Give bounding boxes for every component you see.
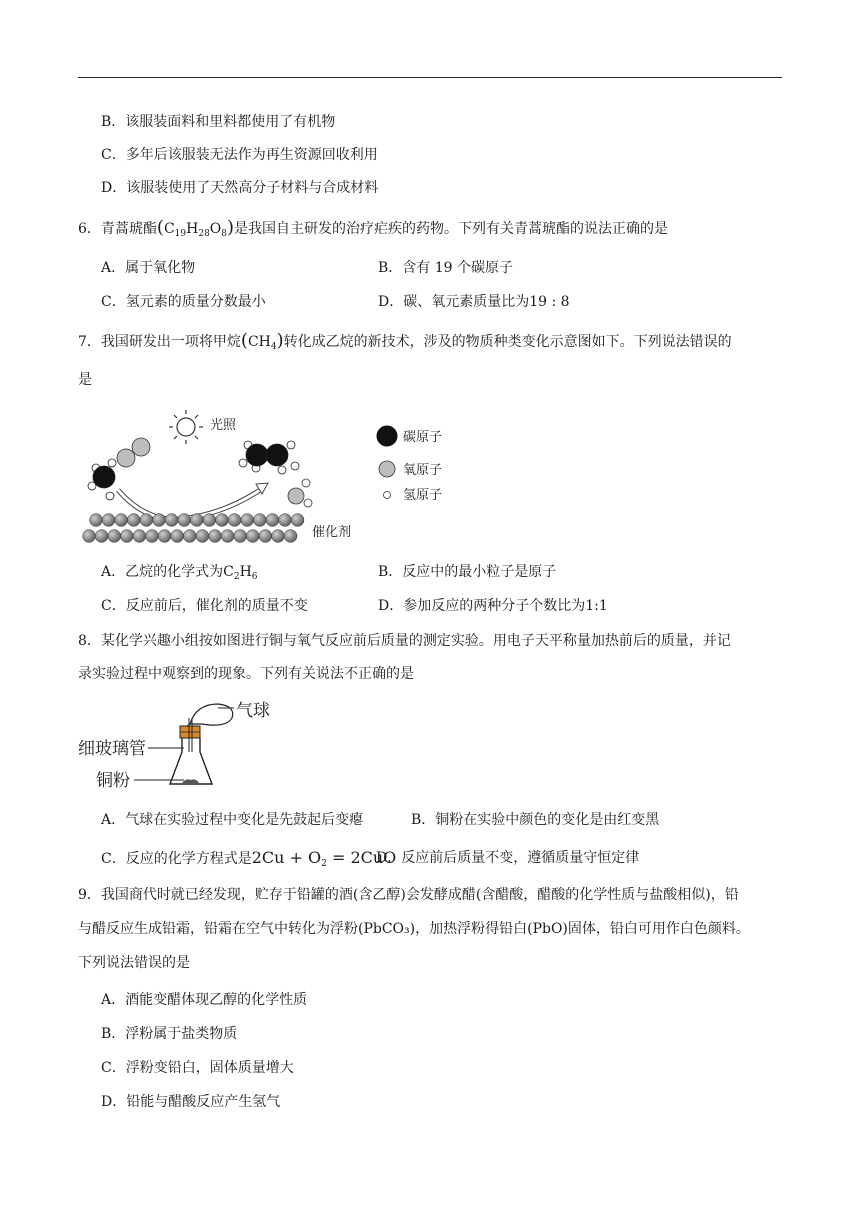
catalyst-bead bbox=[108, 530, 121, 543]
sun-icon bbox=[169, 410, 203, 444]
oxygen-molecule bbox=[117, 438, 150, 467]
q7-option-a[interactable]: A．乙烷的化学式为$C_2H_6$ bbox=[101, 564, 258, 582]
legend-hydrogen: 氢原子 bbox=[403, 488, 443, 503]
q6-option-d[interactable]: D．碳、氧元素质量比为19 : 8 bbox=[378, 294, 570, 310]
catalyst-bead bbox=[284, 530, 297, 543]
q9-stem-line2: 与醋反应生成铅霜，铅霜在空气中转化为浮粉(PbCO₃)，加热浮粉得铅白(PbO)固体，铅白可用作白色颜料。 bbox=[78, 921, 750, 937]
water-molecule bbox=[288, 479, 312, 507]
catalyst-bead bbox=[90, 514, 103, 527]
q7-option-d[interactable]: D．参加反应的两种分子个数比为1:1 bbox=[378, 598, 608, 614]
q8-option-b[interactable]: B．铜粉在实验中颜色的变化是由红变黑 bbox=[411, 812, 660, 828]
q7-option-c[interactable]: C．反应前后，催化剂的质量不变 bbox=[101, 598, 308, 614]
ethane-molecule bbox=[239, 441, 299, 474]
catalyst-bead bbox=[291, 514, 304, 527]
catalyst-bead bbox=[102, 514, 115, 527]
q7-stem: 7．我国研发出一项将甲烷$(CH_4)$转化成乙烷的新技术，涉及的物质种类变化示意图如下。下列说法错误的 bbox=[78, 330, 732, 352]
q9-stem-line3: 下列说法错误的是 bbox=[78, 955, 190, 971]
q7-legend bbox=[370, 420, 490, 512]
q5-option-d[interactable]: D．该服装使用了天然高分子材料与合成材料 bbox=[101, 180, 379, 196]
legend-oxygen: 氧原子 bbox=[403, 463, 443, 478]
catalyst-bead bbox=[190, 514, 203, 527]
powder-label: 铜粉 bbox=[96, 771, 130, 791]
balloon-label: 气球 bbox=[236, 701, 270, 721]
catalyst-bead bbox=[133, 530, 146, 543]
q8-stem-line1: 8．某化学兴趣小组按如图进行铜与氧气反应前后质量的测定实验。用电子天平称量加热前后的质量，并记 bbox=[78, 633, 731, 649]
q6-option-c[interactable]: C．氢元素的质量分数最小 bbox=[101, 294, 266, 310]
catalyst-bead bbox=[196, 530, 209, 543]
catalyst-beads bbox=[83, 514, 304, 543]
catalyst-bead bbox=[83, 530, 96, 543]
catalyst-bead bbox=[183, 530, 196, 543]
q9-stem-line1: 9．我国商代时就已经发现，贮存于铅罐的酒(含乙醇)会发酵成醋(含醋酸，醋酸的化学性质与盐酸相似)，铅 bbox=[78, 887, 739, 903]
q5-option-c[interactable]: C．多年后该服装无法作为再生资源回收利用 bbox=[101, 147, 378, 163]
catalyst-bead bbox=[95, 530, 108, 543]
q7-option-b[interactable]: B．反应中的最小粒子是原子 bbox=[378, 564, 557, 580]
catalyst-bead bbox=[246, 530, 259, 543]
catalyst-bead bbox=[171, 530, 184, 543]
catalyst-bead bbox=[178, 514, 191, 527]
catalyst-label: 催化剂 bbox=[312, 525, 352, 540]
q6-option-b[interactable]: B．含有 19 个碳原子 bbox=[378, 260, 514, 276]
q8-option-a[interactable]: A．气球在实验过程中变化是先鼓起后变瘪 bbox=[101, 812, 364, 828]
q6-option-a[interactable]: A．属于氧化物 bbox=[101, 260, 196, 276]
catalyst-bead bbox=[115, 514, 128, 527]
q9-option-a[interactable]: A．酒能变醋体现乙醇的化学性质 bbox=[101, 992, 308, 1008]
catalyst-bead bbox=[259, 530, 272, 543]
conical-flask bbox=[170, 738, 212, 784]
reaction-arrow bbox=[118, 488, 263, 519]
catalyst-bead bbox=[221, 530, 234, 543]
catalyst-bead bbox=[253, 514, 266, 527]
q8-apparatus-diagram bbox=[78, 694, 298, 794]
q8-option-c[interactable]: C．反应的化学方程式是$2Cu + O_2 = 2CuO$ bbox=[101, 848, 397, 869]
catalyst-bead bbox=[234, 530, 247, 543]
q8-option-d[interactable]: D．反应前后质量不变，遵循质量守恒定律 bbox=[376, 850, 640, 866]
catalyst-bead bbox=[266, 514, 279, 527]
catalyst-bead bbox=[146, 530, 159, 543]
methane-molecule bbox=[88, 459, 116, 500]
catalyst-bead bbox=[279, 514, 292, 527]
q9-option-b[interactable]: B．浮粉属于盐类物质 bbox=[101, 1026, 238, 1042]
balloon bbox=[190, 704, 233, 725]
header-rule bbox=[78, 77, 782, 78]
q8-stem-line2: 录实验过程中观察到的现象。下列有关说法不正确的是 bbox=[78, 666, 414, 682]
catalyst-bead bbox=[241, 514, 254, 527]
catalyst-bead bbox=[165, 514, 178, 527]
catalyst-bead bbox=[216, 514, 229, 527]
tube-label: 细玻璃管 bbox=[78, 739, 146, 759]
catalyst-bead bbox=[120, 530, 133, 543]
copper-powder bbox=[182, 779, 199, 783]
catalyst-bead bbox=[127, 514, 140, 527]
q7-stem-line2: 是 bbox=[78, 372, 92, 388]
catalyst-bead bbox=[153, 514, 166, 527]
catalyst-bead bbox=[209, 530, 222, 543]
legend-carbon: 碳原子 bbox=[403, 430, 443, 445]
q7-formula: $CH_4$ bbox=[247, 334, 277, 352]
q9-option-d[interactable]: D．铅能与醋酸反应产生氢气 bbox=[101, 1094, 281, 1110]
light-label: 光照 bbox=[210, 418, 237, 433]
catalyst-bead bbox=[140, 514, 153, 527]
catalyst-bead bbox=[203, 514, 216, 527]
catalyst-bead bbox=[158, 530, 171, 543]
catalyst-bead bbox=[272, 530, 285, 543]
catalyst-bead bbox=[228, 514, 241, 527]
q5-option-b[interactable]: B．该服装面料和里料都使用了有机物 bbox=[101, 114, 336, 130]
q6-formula: $C_{19}H_{28}O_8$ bbox=[163, 221, 228, 239]
q9-option-c[interactable]: C．浮粉变铅白，固体质量增大 bbox=[101, 1060, 294, 1076]
q6-stem: 6．青蒿琥酯$(C_{19}H_{28}O_8)$是我国自主研发的治疗疟疾的药物。下列有关青蒿琥酯的说法正确的是 bbox=[78, 217, 669, 239]
